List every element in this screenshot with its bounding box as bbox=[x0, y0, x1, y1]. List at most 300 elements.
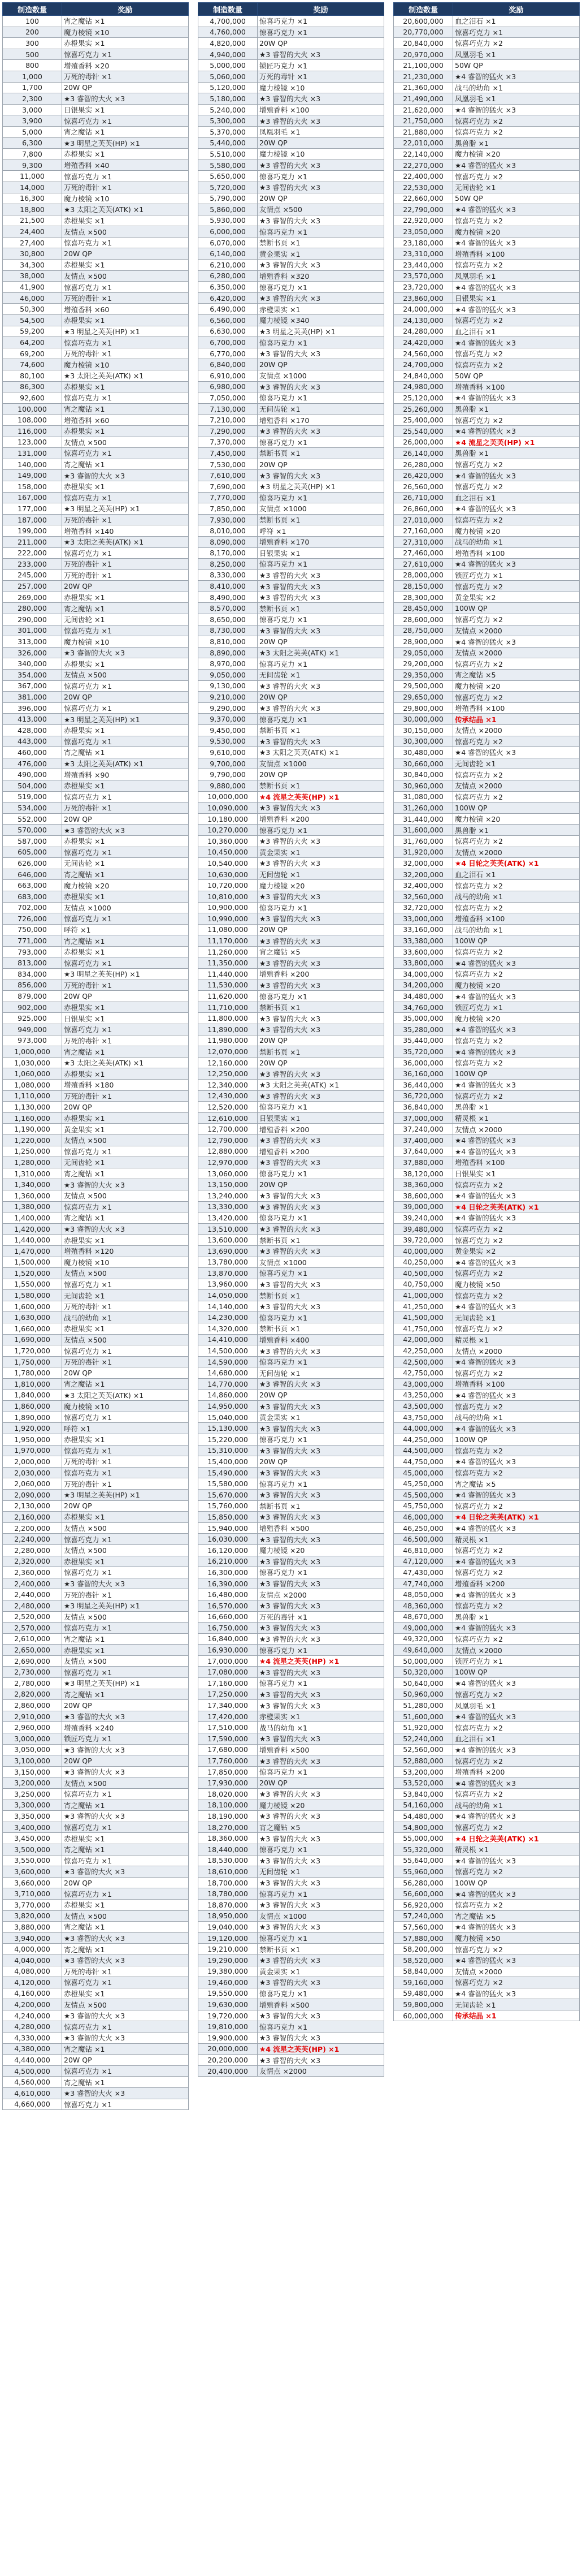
table-row bbox=[198, 1766, 384, 1777]
reward-cell: 友情点 ×2000 bbox=[453, 1966, 580, 1977]
table-row bbox=[394, 758, 580, 769]
table-row bbox=[394, 425, 580, 437]
count-cell: 257,000 bbox=[3, 581, 62, 592]
count-cell: 16,480,000 bbox=[198, 1589, 258, 1600]
reward-cell: 惊喜巧克力 ×2 bbox=[453, 1268, 580, 1279]
count-cell: 28,900,000 bbox=[394, 636, 453, 648]
reward-cell: ★3 睿智的大火 ×3 bbox=[258, 935, 384, 947]
reward-cell: ★3 睿智的大火 ×3 bbox=[62, 1744, 189, 1755]
count-cell: 25,260,000 bbox=[394, 403, 453, 415]
count-cell: 13,510,000 bbox=[198, 1223, 258, 1235]
reward-cell: ★3 睿智的大火 ×3 bbox=[258, 1401, 384, 1412]
count-cell: 37,640,000 bbox=[394, 1146, 453, 1157]
reward-cell: 增殖香料 ×500 bbox=[258, 1999, 384, 2010]
reward-cell: 精灵根 ×1 bbox=[453, 1112, 580, 1124]
count-cell: 23,720,000 bbox=[394, 282, 453, 293]
reward-cell: 惊喜巧克力 ×2 bbox=[453, 459, 580, 470]
count-cell: 44,500,000 bbox=[394, 1445, 453, 1456]
table-row bbox=[3, 38, 189, 49]
count-cell: 500 bbox=[3, 49, 62, 60]
table-row bbox=[3, 1301, 189, 1312]
count-cell: 25,400,000 bbox=[394, 415, 453, 426]
table-row bbox=[198, 1744, 384, 1755]
reward-cell: ★4 睿智的猛火 ×3 bbox=[453, 1922, 580, 1933]
count-cell: 10,540,000 bbox=[198, 858, 258, 869]
count-cell: 12,070,000 bbox=[198, 1046, 258, 1058]
reward-cell: ★4 睿智的猛火 ×3 bbox=[453, 1744, 580, 1755]
table-row bbox=[394, 1567, 580, 1578]
count-cell: 4,440,000 bbox=[3, 2055, 62, 2066]
count-cell: 354,000 bbox=[3, 670, 62, 681]
count-cell: 24,280,000 bbox=[394, 326, 453, 337]
reward-cell: 惊喜巧克力 ×1 bbox=[62, 1855, 189, 1866]
table-row bbox=[394, 692, 580, 703]
reward-cell: ★4 睿智的猛火 ×3 bbox=[453, 304, 580, 315]
table-row bbox=[198, 1689, 384, 1700]
table-row bbox=[394, 880, 580, 891]
reward-cell: ★4 睿智的猛火 ×3 bbox=[453, 991, 580, 1002]
count-cell: 6,980,000 bbox=[198, 381, 258, 392]
reward-cell: 魔力棱镜 ×20 bbox=[258, 1544, 384, 1556]
reward-cell: 战马的幼角 ×1 bbox=[453, 536, 580, 547]
reward-cell: 20W QP bbox=[62, 1367, 189, 1379]
table-row bbox=[198, 1500, 384, 1512]
reward-cell: 惊喜巧克力 ×2 bbox=[453, 581, 580, 592]
table-row bbox=[198, 60, 384, 71]
count-cell: 10,000,000 bbox=[198, 791, 258, 802]
reward-cell: 惊喜巧克力 ×2 bbox=[453, 835, 580, 847]
count-cell: 48,670,000 bbox=[394, 1611, 453, 1623]
table-row bbox=[394, 913, 580, 925]
count-cell: 32,400,000 bbox=[394, 880, 453, 891]
table-row bbox=[394, 1623, 580, 1634]
reward-cell: ★4 睿智的猛火 ×3 bbox=[453, 237, 580, 248]
reward-cell: 惊喜巧克力 ×1 bbox=[258, 16, 384, 27]
count-cell: 6,140,000 bbox=[198, 248, 258, 260]
reward-cell: 呼符 ×1 bbox=[62, 1423, 189, 1434]
table-row bbox=[198, 182, 384, 193]
reward-cell: 赤橙果实 ×1 bbox=[62, 38, 189, 49]
table-row bbox=[3, 991, 189, 1002]
count-cell: 167,000 bbox=[3, 492, 62, 503]
count-cell: 13,870,000 bbox=[198, 1268, 258, 1279]
table-row bbox=[3, 2065, 189, 2077]
count-cell: 1,130,000 bbox=[3, 1102, 62, 1113]
reward-cell: 宵之魔钻 ×1 bbox=[62, 1046, 189, 1058]
table-row bbox=[198, 1623, 384, 1634]
reward-cell: 黑兽脂 ×1 bbox=[453, 1102, 580, 1113]
table-row bbox=[3, 1223, 189, 1235]
reward-cell: ★3 睿智的大火 ×3 bbox=[258, 1013, 384, 1024]
count-cell: 12,880,000 bbox=[198, 1146, 258, 1157]
count-cell: 53,520,000 bbox=[394, 1777, 453, 1789]
reward-cell: 无间齿轮 ×1 bbox=[62, 614, 189, 625]
reward-cell: 增殖香料 ×320 bbox=[258, 270, 384, 282]
table-row bbox=[394, 27, 580, 38]
count-cell: 1,250,000 bbox=[3, 1146, 62, 1157]
table-row bbox=[3, 1478, 189, 1490]
table-row bbox=[3, 326, 189, 337]
count-cell: 949,000 bbox=[3, 1024, 62, 1035]
reward-cell: 锁匠巧克力 ×1 bbox=[453, 1002, 580, 1013]
table-row bbox=[3, 1334, 189, 1345]
count-cell: 16,570,000 bbox=[198, 1600, 258, 1611]
table-row bbox=[198, 636, 384, 648]
table-row bbox=[198, 1822, 384, 1833]
table-row bbox=[3, 702, 189, 714]
table-row bbox=[3, 957, 189, 969]
reward-cell: 惊喜巧克力 ×1 bbox=[62, 492, 189, 503]
count-cell: 20,970,000 bbox=[394, 49, 453, 60]
reward-cell: 惊喜巧克力 ×1 bbox=[62, 791, 189, 802]
count-cell: 23,180,000 bbox=[394, 237, 453, 248]
reward-cell: ★3 睿智的大火 ×3 bbox=[62, 825, 189, 836]
count-cell: 57,240,000 bbox=[394, 1910, 453, 1922]
reward-cell: 魔力棱镜 ×20 bbox=[258, 880, 384, 891]
count-cell: 18,870,000 bbox=[198, 1899, 258, 1910]
reward-cell: ★4 睿智的猛火 ×3 bbox=[453, 1301, 580, 1312]
table-row bbox=[3, 935, 189, 947]
reward-cell: ★3 睿智的大火 ×3 bbox=[258, 1833, 384, 1844]
reward-cell: ★4 睿智的猛火 ×3 bbox=[453, 559, 580, 570]
reward-cell: 宵之魔钻 ×1 bbox=[62, 603, 189, 614]
reward-cell: 100W QP bbox=[453, 1068, 580, 1080]
reward-cell: 魔力棱镜 ×20 bbox=[453, 1013, 580, 1024]
table-row bbox=[198, 1223, 384, 1235]
reward-cell: 惊喜巧克力 ×1 bbox=[62, 1534, 189, 1545]
reward-cell: 增殖香料 ×500 bbox=[258, 1522, 384, 1534]
table-row bbox=[198, 680, 384, 692]
reward-cell: 100W QP bbox=[453, 1434, 580, 1446]
reward-cell: 日银果实 ×1 bbox=[453, 292, 580, 304]
count-cell: 31,080,000 bbox=[394, 791, 453, 802]
reward-cell: 惊喜巧克力 ×1 bbox=[258, 1766, 384, 1777]
count-cell: 19,810,000 bbox=[198, 2021, 258, 2033]
table-row bbox=[198, 780, 384, 791]
table-row bbox=[394, 282, 580, 293]
count-cell: 9,130,000 bbox=[198, 680, 258, 692]
reward-cell: 宵之魔钻 ×1 bbox=[62, 869, 189, 880]
reward-cell: 惊喜巧克力 ×2 bbox=[453, 1944, 580, 1955]
table-row bbox=[394, 359, 580, 370]
table-row bbox=[394, 1134, 580, 1146]
table-row bbox=[3, 525, 189, 537]
reward-cell: 宵之魔钻 ×1 bbox=[62, 1944, 189, 1955]
table-row bbox=[3, 1811, 189, 1822]
table-row bbox=[198, 104, 384, 115]
reward-cell: 惊喜巧克力 ×2 bbox=[453, 614, 580, 625]
reward-cell: 惊喜巧克力 ×1 bbox=[62, 913, 189, 925]
reward-cell: 禁断书页 ×1 bbox=[258, 725, 384, 736]
count-cell: 8,970,000 bbox=[198, 658, 258, 670]
reward-cell: 友情点 ×500 bbox=[62, 1999, 189, 2010]
table-row bbox=[198, 1423, 384, 1434]
table-row bbox=[394, 747, 580, 758]
table-row bbox=[3, 448, 189, 459]
count-cell: 2,320,000 bbox=[3, 1556, 62, 1567]
reward-cell: 20W QP bbox=[258, 1456, 384, 1468]
table-row bbox=[394, 437, 580, 448]
reward-cell: ★3 睿智的大火 ×3 bbox=[258, 292, 384, 304]
count-cell: 19,630,000 bbox=[198, 1999, 258, 2010]
table-row bbox=[394, 835, 580, 847]
reward-cell: 20W QP bbox=[62, 1700, 189, 1711]
table-row bbox=[3, 304, 189, 315]
reward-cell: 友情点 ×500 bbox=[62, 1334, 189, 1345]
reward-cell: 宵之魔钻 ×1 bbox=[62, 2043, 189, 2055]
reward-cell: 惊喜巧克力 ×2 bbox=[453, 1722, 580, 1733]
reward-cell: 20W QP bbox=[258, 1777, 384, 1789]
count-cell: 14,230,000 bbox=[198, 1312, 258, 1323]
table-row bbox=[3, 1445, 189, 1456]
reward-cell: 惊喜巧克力 ×1 bbox=[453, 27, 580, 38]
reward-cell: 宵之魔钻 ×5 bbox=[453, 1478, 580, 1490]
table-row bbox=[394, 182, 580, 193]
count-cell: 2,570,000 bbox=[3, 1623, 62, 1634]
count-cell: 233,000 bbox=[3, 559, 62, 570]
reward-cell: 魔力棱镜 ×10 bbox=[258, 149, 384, 160]
table-row bbox=[198, 204, 384, 215]
table-row bbox=[3, 1567, 189, 1578]
count-cell: 10,270,000 bbox=[198, 825, 258, 836]
count-cell: 646,000 bbox=[3, 869, 62, 880]
table-row bbox=[3, 1146, 189, 1157]
reward-cell: 宵之魔钻 ×1 bbox=[62, 1800, 189, 1811]
table-row bbox=[3, 1633, 189, 1645]
reward-cell: 惊喜巧克力 ×2 bbox=[453, 1977, 580, 1988]
reward-cell: 赤橙果实 ×1 bbox=[62, 381, 189, 392]
reward-cell: 传承结晶 ×1 bbox=[453, 2010, 580, 2021]
count-cell: 22,790,000 bbox=[394, 204, 453, 215]
reward-cell: 惊喜巧克力 ×1 bbox=[258, 1356, 384, 1367]
count-cell: 43,500,000 bbox=[394, 1401, 453, 1412]
reward-cell: 惊喜巧克力 ×2 bbox=[453, 1323, 580, 1335]
reward-cell: ★4 睿智的猛火 ×3 bbox=[453, 1988, 580, 1999]
reward-cell: 惊喜巧克力 ×1 bbox=[258, 1434, 384, 1446]
count-cell: 41,900 bbox=[3, 282, 62, 293]
count-cell: 200 bbox=[3, 27, 62, 38]
table-row bbox=[3, 1002, 189, 1013]
table-row bbox=[198, 392, 384, 404]
table-row bbox=[198, 946, 384, 957]
count-cell: 24,840,000 bbox=[394, 370, 453, 382]
table-row bbox=[394, 514, 580, 525]
count-cell: 33,160,000 bbox=[394, 924, 453, 935]
reward-cell: ★3 睿智的大火 ×3 bbox=[258, 1755, 384, 1767]
table-row bbox=[3, 946, 189, 957]
reward-cell: 增殖香料 ×90 bbox=[62, 769, 189, 780]
count-cell: 47,430,000 bbox=[394, 1567, 453, 1578]
count-cell: 56,920,000 bbox=[394, 1899, 453, 1910]
count-cell: 25,540,000 bbox=[394, 425, 453, 437]
table-row bbox=[198, 1844, 384, 1855]
count-cell: 18,270,000 bbox=[198, 1822, 258, 1833]
table-row bbox=[394, 104, 580, 115]
count-cell: 22,660,000 bbox=[394, 193, 453, 204]
table-row bbox=[394, 260, 580, 271]
table-row bbox=[394, 392, 580, 404]
reward-cell: 惊喜巧克力 ×2 bbox=[453, 1057, 580, 1068]
table-row bbox=[198, 1977, 384, 1988]
count-cell: 211,000 bbox=[3, 536, 62, 547]
reward-cell: 惊喜巧克力 ×1 bbox=[62, 1279, 189, 1290]
count-cell: 3,100,000 bbox=[3, 1755, 62, 1767]
reward-cell: 20W QP bbox=[258, 38, 384, 49]
table-row bbox=[394, 193, 580, 204]
reward-cell: ★4 睿智的猛火 ×3 bbox=[453, 337, 580, 348]
reward-cell: ★3 睿智的大火 ×3 bbox=[258, 1223, 384, 1235]
reward-cell: 增殖香料 ×140 bbox=[62, 525, 189, 537]
reward-cell: ★4 日轮之芙芙(ATK) ×1 bbox=[453, 1512, 580, 1523]
count-cell: 32,720,000 bbox=[394, 902, 453, 913]
count-cell: 39,720,000 bbox=[394, 1235, 453, 1246]
table-row bbox=[3, 193, 189, 204]
count-cell: 46,500,000 bbox=[394, 1534, 453, 1545]
table-row bbox=[198, 1412, 384, 1423]
count-cell: 52,560,000 bbox=[394, 1744, 453, 1755]
table-row bbox=[3, 1179, 189, 1190]
table-row bbox=[3, 359, 189, 370]
count-cell: 32,000,000 bbox=[394, 858, 453, 869]
reward-cell: 增殖香料 ×100 bbox=[453, 1379, 580, 1390]
count-cell: 10,720,000 bbox=[198, 880, 258, 891]
reward-cell: 赤橙果实 ×1 bbox=[62, 835, 189, 847]
table-row bbox=[3, 237, 189, 248]
table-row bbox=[394, 448, 580, 459]
count-cell: 9,290,000 bbox=[198, 702, 258, 714]
reward-cell: ★4 睿智的猛火 ×3 bbox=[453, 1046, 580, 1058]
reward-cell: 20W QP bbox=[258, 1035, 384, 1046]
table-row bbox=[198, 835, 384, 847]
reward-cell: 友情点 ×2000 bbox=[453, 625, 580, 636]
table-row bbox=[198, 49, 384, 60]
count-cell: 21,500 bbox=[3, 215, 62, 226]
reward-cell: 宵之魔钻 ×5 bbox=[258, 1822, 384, 1833]
table-row bbox=[3, 1423, 189, 1434]
count-cell: 15,040,000 bbox=[198, 1412, 258, 1423]
table-row bbox=[394, 49, 580, 60]
table-row bbox=[394, 503, 580, 515]
reward-cell: 魔力棱镜 ×10 bbox=[62, 359, 189, 370]
table-row bbox=[394, 315, 580, 326]
reward-cell: 赤橙果实 ×1 bbox=[62, 658, 189, 670]
count-cell: 4,700,000 bbox=[198, 16, 258, 27]
table-row bbox=[394, 935, 580, 947]
count-cell: 45,750,000 bbox=[394, 1500, 453, 1512]
count-cell: 605,000 bbox=[3, 847, 62, 858]
table-row bbox=[3, 1944, 189, 1955]
table-row bbox=[3, 1977, 189, 1988]
table-row bbox=[394, 658, 580, 670]
count-cell: 16,660,000 bbox=[198, 1611, 258, 1623]
count-cell: 41,000,000 bbox=[394, 1290, 453, 1301]
table-row bbox=[394, 1002, 580, 1013]
reward-cell: 黄金果实 ×1 bbox=[258, 248, 384, 260]
table-row bbox=[198, 1401, 384, 1412]
reward-cell: ★3 睿智的大火 ×3 bbox=[258, 182, 384, 193]
reward-cell: 惊喜巧克力 ×2 bbox=[453, 1600, 580, 1611]
table-row bbox=[394, 248, 580, 260]
count-cell: 1,340,000 bbox=[3, 1179, 62, 1190]
table-row bbox=[3, 891, 189, 902]
count-cell: 24,980,000 bbox=[394, 381, 453, 392]
count-cell: 28,150,000 bbox=[394, 581, 453, 592]
table-row bbox=[3, 869, 189, 880]
reward-cell: 惊喜巧克力 ×1 bbox=[258, 1478, 384, 1490]
reward-cell: 锁匠巧克力 ×1 bbox=[62, 1733, 189, 1745]
count-cell: 9,210,000 bbox=[198, 692, 258, 703]
count-cell: 44,250,000 bbox=[394, 1434, 453, 1446]
reward-cell: 惊喜巧克力 ×1 bbox=[62, 1412, 189, 1423]
reward-cell: ★3 睿智的大火 ×3 bbox=[258, 1855, 384, 1866]
reward-cell: 赤橙果实 ×1 bbox=[62, 260, 189, 271]
table-row bbox=[394, 270, 580, 282]
count-cell: 7,850,000 bbox=[198, 503, 258, 515]
reward-cell: 100W QP bbox=[453, 1667, 580, 1678]
reward-cell: 凤凰羽毛 ×1 bbox=[453, 93, 580, 105]
table-row bbox=[3, 1201, 189, 1213]
table-row bbox=[3, 780, 189, 791]
reward-cell: 增殖香料 ×180 bbox=[62, 1080, 189, 1091]
reward-cell: 惊喜巧克力 ×2 bbox=[453, 315, 580, 326]
count-cell: 490,000 bbox=[3, 769, 62, 780]
reward-cell: 无间齿轮 ×1 bbox=[258, 1367, 384, 1379]
table-row bbox=[198, 603, 384, 614]
count-cell: 14,050,000 bbox=[198, 1290, 258, 1301]
count-cell: 8,810,000 bbox=[198, 636, 258, 648]
reward-cell: 万死的毒针 ×1 bbox=[62, 348, 189, 359]
reward-cell: ★3 明星之芙芙(HP) ×1 bbox=[258, 481, 384, 492]
table-row bbox=[394, 1966, 580, 1977]
reward-cell: 宵之魔钻 ×1 bbox=[62, 403, 189, 415]
count-cell: 21,360,000 bbox=[394, 82, 453, 93]
table-row bbox=[394, 957, 580, 969]
reward-cell: 惊喜巧克力 ×1 bbox=[62, 1789, 189, 1800]
table-row bbox=[394, 891, 580, 902]
table-row bbox=[394, 547, 580, 559]
count-cell: 6,280,000 bbox=[198, 270, 258, 282]
count-cell: 1,190,000 bbox=[3, 1124, 62, 1135]
reward-cell: 万死的毒针 ×1 bbox=[62, 1966, 189, 1977]
reward-cell: 血之泪石 ×1 bbox=[453, 492, 580, 503]
reward-cell: ★4 睿智的猛火 ×3 bbox=[453, 636, 580, 648]
table-row bbox=[3, 1168, 189, 1179]
table-row bbox=[394, 702, 580, 714]
count-cell: 80,100 bbox=[3, 370, 62, 382]
count-cell: 8,410,000 bbox=[198, 581, 258, 592]
count-cell: 19,460,000 bbox=[198, 1977, 258, 1988]
reward-cell: ★4 睿智的猛火 ×3 bbox=[453, 747, 580, 758]
count-cell: 14,680,000 bbox=[198, 1367, 258, 1379]
count-cell: 32,200,000 bbox=[394, 869, 453, 880]
reward-cell: 惊喜巧克力 ×1 bbox=[62, 2021, 189, 2033]
table-row bbox=[3, 2021, 189, 2033]
count-cell: 16,930,000 bbox=[198, 1645, 258, 1656]
table-row bbox=[394, 1235, 580, 1246]
count-cell: 42,250,000 bbox=[394, 1345, 453, 1357]
table-row bbox=[3, 536, 189, 547]
table-row bbox=[394, 1257, 580, 1268]
reward-cell: 呼符 ×1 bbox=[62, 924, 189, 935]
reward-cell: ★4 睿智的猛火 ×3 bbox=[453, 957, 580, 969]
table-row bbox=[198, 1678, 384, 1689]
table-row bbox=[3, 1822, 189, 1833]
table-row bbox=[3, 348, 189, 359]
count-cell: 17,420,000 bbox=[198, 1711, 258, 1722]
table-row bbox=[198, 1633, 384, 1645]
reward-cell: ★4 睿智的猛火 ×3 bbox=[453, 1356, 580, 1367]
count-header: 制造数量 bbox=[394, 3, 453, 16]
